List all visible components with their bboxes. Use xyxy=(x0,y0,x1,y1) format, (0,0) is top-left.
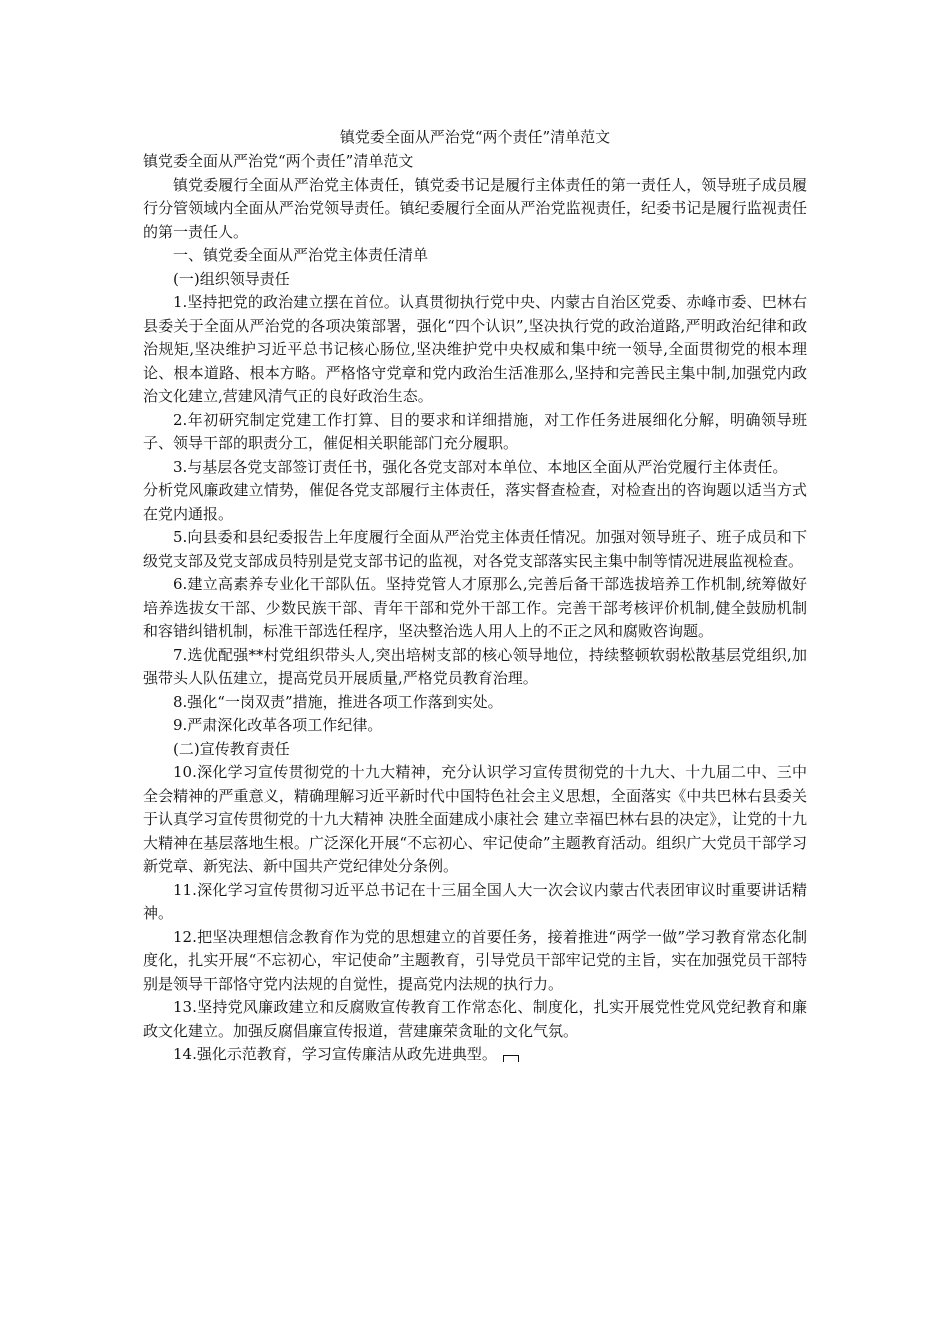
document-subtitle: 镇党委全面从严治党“两个责任”清单范文 xyxy=(143,152,414,170)
list-item: 1.坚持把党的政治建立摆在首位。认真贯彻执行党中央、内蒙古自治区党委、赤峰市委、巴林右县委关于全面从严治党的各项决策部署，强化“四个认识”,坚决执行党的政治道路,严明政治纪律和政治规矩,坚决维护习近平总书记核心肠位,坚决维护党中央权威和集中统一领导,全面贯彻党的根本理论、根本道路、根本方略。严格恪守党章和党内政治生活准那么,坚持和完善民主集中制,加强党内政治文化建立,营建风清气正的良好政治生态。 xyxy=(143,293,807,405)
document-title: 镇党委全面从严治党“两个责任”清单范文 xyxy=(339,128,611,146)
intro-paragraph: 镇党委履行全面从严治党主体责任，镇党委书记是履行主体责任的第一责任人，领导班子成员履行分管领域内全面从严治党领导责任。镇纪委履行全面从严治党监视责任，纪委书记是履行监视责任的第一责任人。 xyxy=(143,175,807,241)
list-item: 2.年初研究制定党建工作打算、目的要求和详细措施，对工作任务进展细化分解，明确领导班子、领导干部的职责分工，催促相关职能部门充分履职。 xyxy=(143,410,807,452)
bracket-mark-icon xyxy=(503,1055,519,1062)
section-heading: 一、镇党委全面从严治党主体责任清单 xyxy=(173,246,429,264)
list-item: 8.强化“一岗双责”措施，推进各项工作落到实处。 xyxy=(173,692,503,711)
list-item: 7.选优配强**村党组织带头人,突出培树支部的核心领导地位，持续整顿软弱松散基层党组织,加强带头人队伍建立，提高党员开展质量,严格党员教育治理。 xyxy=(143,645,807,687)
list-item: 5.向县委和县纪委报告上年度履行全面从严治党主体责任情况。加强对领导班子、班子成员和下级党支部及党支部成员特别是党支部书记的监视，对各党支部落实民主集中制等情况进展监视检查。 xyxy=(143,528,807,570)
list-item: 10.深化学习宣传贯彻党的十九大精神，充分认识学习宣传贯彻党的十九大、十九届二中、三中全会精神的严重意义，精确理解习近平新时代中国特色社会主义思想，全面落实《中共巴林右县委关于认真学习宣传贯彻党的十九大精神 决胜全面建成小康社会 建立幸福巴林右县的决定》，让党的十九大精神在基层落地生根。广泛深化开展“不忘初心、牢记使命”主题教育活动。组织广大党员干部学习新党章、新宪法、新中国共产党纪律处分条例。 xyxy=(143,763,807,875)
list-item: 12.把坚决理想信念教育作为党的思想建立的首要任务，接着推进“两学一做”学习教育常态化制度化，扎实开展“不忘初心，牢记使命”主题教育，引导党员干部牢记党的主旨，实在加强党员干部特别是领导干部恪守党内法规的自觉性，提高党内法规的执行力。 xyxy=(143,927,807,993)
list-item: 13.坚持党风廉政建立和反腐败宣传教育工作常态化、制度化，扎实开展党性党风党纪教育和廉政文化建立。加强反腐倡廉宣传报道，营建廉荣贪耻的文化气氛。 xyxy=(143,998,807,1040)
list-item-text: 14.强化示范教育，学习宣传廉洁从政先进典型。 xyxy=(173,1045,497,1063)
list-item: 9.严肃深化改革各项工作纪律。 xyxy=(173,716,383,734)
list-item: 3.与基层各党支部签订责任书，强化各党支部对本单位、本地区全面从严治党履行主体责任。 xyxy=(173,457,788,476)
subsection-heading: (一)组织领导责任 xyxy=(173,269,290,288)
list-item: 11.深化学习宣传贯彻习近平总书记在十三届全国人大一次会议内蒙古代表团审议时重要讲话精神。 xyxy=(143,880,807,922)
document-body xyxy=(143,150,807,1067)
list-item-last xyxy=(143,1043,807,1067)
list-item: 6.建立高素养专业化干部队伍。坚持党管人才原那么,完善后备干部选拔培养工作机制,统筹做好培养选拔女干部、少数民族干部、青年干部和党外干部工作。完善干部考核评价机制,健全鼓励机制和容错纠错机制，标准干部选任程序，坚决整治选人用人上的不正之风和腐败咨询题。 xyxy=(143,575,807,640)
list-item: 分析党风廉政建立情势，催促各党支部履行主体责任，落实督查检查，对检查出的咨询题以适当方式在党内通报。 xyxy=(143,481,807,523)
subsection-heading: (二)宣传教育责任 xyxy=(173,739,290,758)
